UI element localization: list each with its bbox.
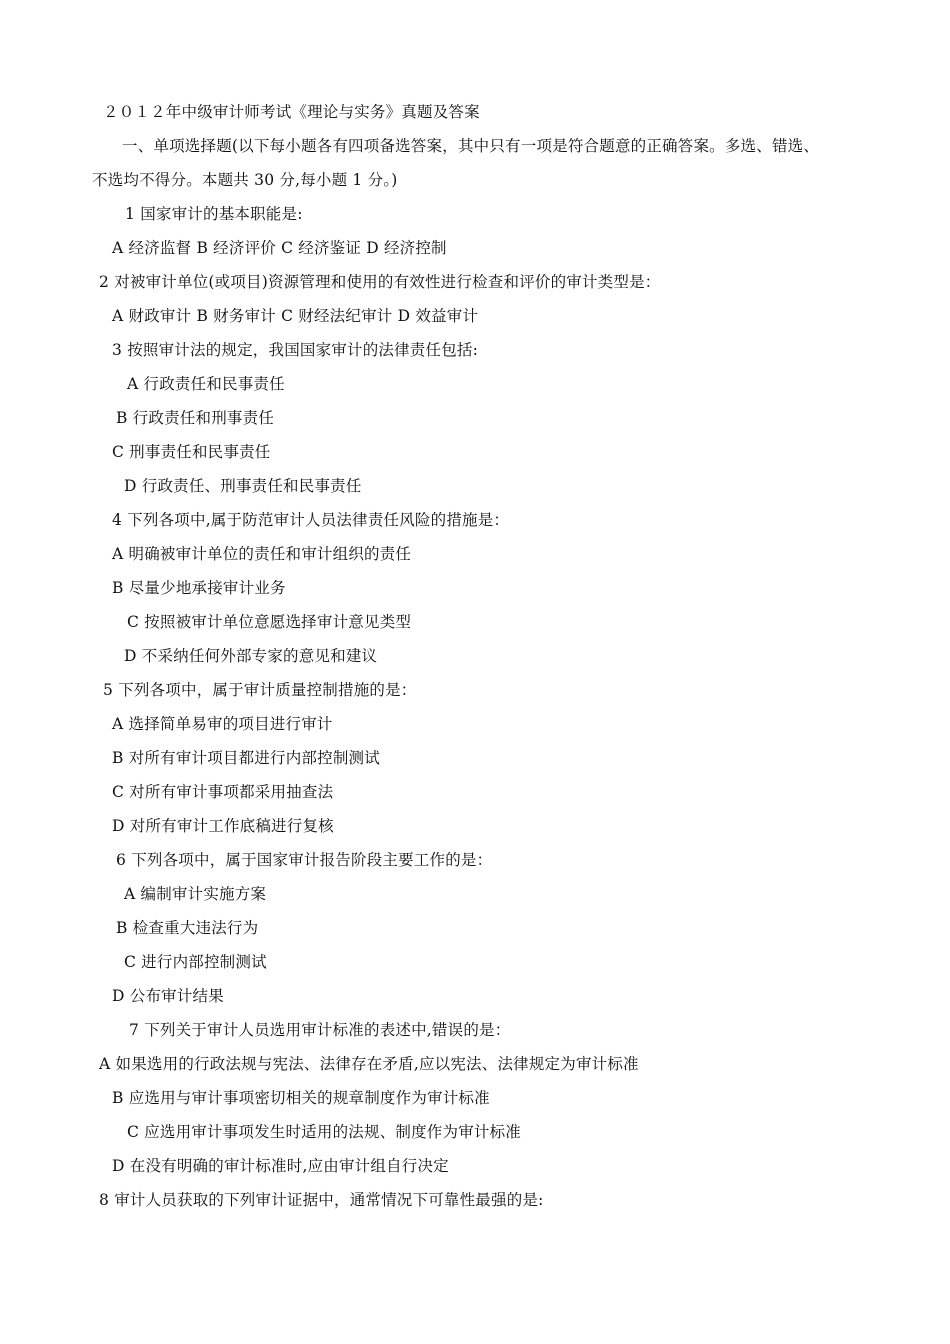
question-3-option-d: D 行政责任、刑事责任和民事责任 — [124, 477, 362, 495]
question-3-option-c: C 刑事责任和民事责任 — [112, 443, 271, 461]
section-heading-line2: 不选均不得分。本题共 30 分,每小题 1 分。) — [92, 171, 398, 189]
question-8-stem: 8 审计人员获取的下列审计证据中，通常情况下可靠性最强的是: — [99, 1191, 544, 1209]
question-5-option-d: D 对所有审计工作底稿进行复核 — [112, 817, 334, 835]
section-heading-line1: 一、单项选择题(以下每小题各有四项备选答案，其中只有一项是符合题意的正确答案。多选、错选、 — [122, 137, 820, 155]
question-6-option-b: B 检查重大违法行为 — [116, 919, 259, 937]
question-2-options: A 财政审计 B 财务审计 C 财经法纪审计 D 效益审计 — [112, 307, 479, 325]
document-title: ２０１２年中级审计师考试《理论与实务》真题及答案 — [103, 103, 480, 121]
question-1-options: A 经济监督 B 经济评价 C 经济鉴证 D 经济控制 — [112, 239, 447, 257]
question-1-stem: 1 国家审计的基本职能是: — [125, 205, 303, 223]
question-7-option-b: B 应选用与审计事项密切相关的规章制度作为审计标准 — [112, 1089, 490, 1107]
question-5-option-a: A 选择简单易审的项目进行审计 — [112, 715, 333, 733]
question-4-option-b: B 尽量少地承接审计业务 — [112, 579, 286, 597]
question-6-option-c: C 进行内部控制测试 — [124, 953, 267, 971]
question-5-option-c: C 对所有审计事项都采用抽查法 — [112, 783, 334, 801]
question-7-option-a: A 如果选用的行政法规与宪法、法律存在矛盾,应以宪法、法律规定为审计标准 — [99, 1055, 639, 1073]
question-4-option-a: A 明确被审计单位的责任和审计组织的责任 — [112, 545, 412, 563]
question-6-stem: 6 下列各项中，属于国家审计报告阶段主要工作的是： — [116, 851, 493, 869]
question-3-option-b: B 行政责任和刑事责任 — [116, 409, 275, 427]
question-7-option-d: D 在没有明确的审计标准时,应由审计组自行决定 — [112, 1157, 449, 1175]
question-4-option-c: C 按照被审计单位意愿选择审计意见类型 — [127, 613, 412, 631]
question-4-stem: 4 下列各项中,属于防范审计人员法律责任风险的措施是： — [112, 511, 510, 529]
question-2-stem: 2 对被审计单位(或项目)资源管理和使用的有效性进行检查和评价的审计类型是： — [99, 273, 661, 291]
question-6-option-d: D 公布审计结果 — [112, 987, 224, 1005]
question-3-stem: 3 按照审计法的规定，我国国家审计的法律责任包括: — [112, 341, 479, 359]
question-7-stem: 7 下列关于审计人员选用审计标准的表述中,错误的是： — [129, 1021, 511, 1039]
question-5-stem: 5 下列各项中，属于审计质量控制措施的是： — [103, 681, 417, 699]
question-4-option-d: D 不采纳任何外部专家的意见和建议 — [124, 647, 378, 665]
question-6-option-a: A 编制审计实施方案 — [124, 885, 267, 903]
question-7-option-c: C 应选用审计事项发生时适用的法规、制度作为审计标准 — [127, 1123, 521, 1141]
question-3-option-a: A 行政责任和民事责任 — [127, 375, 285, 393]
question-5-option-b: B 对所有审计项目都进行内部控制测试 — [112, 749, 380, 767]
